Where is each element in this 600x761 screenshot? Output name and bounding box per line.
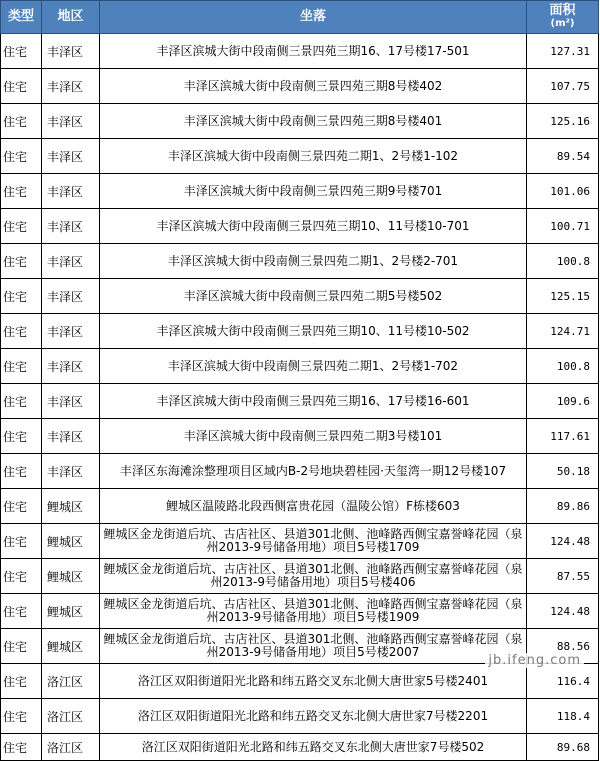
area-cell: 117.61: [527, 419, 599, 454]
district-cell: 鲤城区: [42, 559, 100, 594]
location-cell: 鲤城区温陵路北段西侧富贵花园（温陵公馆）F栋楼603: [100, 489, 527, 524]
area-cell: 124.48: [527, 524, 599, 559]
type-cell: 住宅: [1, 629, 42, 664]
district-cell: 鲤城区: [42, 489, 100, 524]
table-row: [1, 104, 599, 139]
table-row: [1, 314, 599, 349]
location-cell: 丰泽区东海滩涂整理项目区域内B-2号地块碧桂园·天玺湾一期12号楼107: [100, 454, 527, 489]
district-cell: 丰泽区: [42, 384, 100, 419]
area-cell: 124.71: [527, 314, 599, 349]
table-row: [1, 699, 599, 734]
location-cell: 丰泽区滨城大街中段南侧三景四苑三期9号楼701: [100, 174, 527, 209]
table-row: [1, 174, 599, 209]
type-cell: 住宅: [1, 559, 42, 594]
type-cell: 住宅: [1, 664, 42, 699]
district-cell: 丰泽区: [42, 419, 100, 454]
location-cell: 洛江区双阳街道阳光北路和纬五路交叉东北侧大唐世家7号楼502: [100, 734, 527, 761]
district-cell: 鲤城区: [42, 524, 100, 559]
area-cell: 124.48: [527, 594, 599, 629]
district-cell: 丰泽区: [42, 349, 100, 384]
type-cell: 住宅: [1, 139, 42, 174]
location-cell: 丰泽区滨城大街中段南侧三景四苑二期1、2号楼1-102: [100, 139, 527, 174]
table-row: [1, 559, 599, 594]
location-cell: 鲤城区金龙街道后坑、古店社区、县道301北侧、池峰路西侧宝嘉誉峰花园（泉州2013-9号储备用地）项目5号楼1709: [100, 524, 527, 559]
district-cell: 丰泽区: [42, 174, 100, 209]
table-row: [1, 209, 599, 244]
type-cell: 住宅: [1, 454, 42, 489]
location-cell: 丰泽区滨城大街中段南侧三景四苑二期3号楼101: [100, 419, 527, 454]
location-cell: 丰泽区滨城大街中段南侧三景四苑三期10、11号楼10-701: [100, 209, 527, 244]
area-cell: 50.18: [527, 454, 599, 489]
type-cell: 住宅: [1, 34, 42, 69]
location-cell: 丰泽区滨城大街中段南侧三景四苑二期1、2号楼2-701: [100, 244, 527, 279]
district-cell: 洛江区: [42, 664, 100, 699]
type-cell: 住宅: [1, 209, 42, 244]
location-cell: 洛江区双阳街道阳光北路和纬五路交叉东北侧大唐世家7号楼2201: [100, 699, 527, 734]
location-cell: 丰泽区滨城大街中段南侧三景四苑二期5号楼502: [100, 279, 527, 314]
district-cell: 丰泽区: [42, 454, 100, 489]
district-cell: 丰泽区: [42, 139, 100, 174]
table-body: [1, 34, 599, 761]
area-cell: 100.8: [527, 244, 599, 279]
district-cell: 丰泽区: [42, 104, 100, 139]
type-cell: 住宅: [1, 174, 42, 209]
table-row: [1, 594, 599, 629]
area-cell: 100.8: [527, 349, 599, 384]
header-district: 地区: [42, 1, 100, 34]
header-location: 坐落: [100, 1, 527, 34]
table-row: [1, 454, 599, 489]
table-row: [1, 139, 599, 174]
district-cell: 丰泽区: [42, 69, 100, 104]
area-cell: 118.4: [527, 699, 599, 734]
table-row: [1, 664, 599, 699]
type-cell: 住宅: [1, 419, 42, 454]
table-row: [1, 69, 599, 104]
area-cell: 109.6: [527, 384, 599, 419]
table-row: [1, 419, 599, 454]
district-cell: 鲤城区: [42, 594, 100, 629]
location-cell: 丰泽区滨城大街中段南侧三景四苑三期16、17号楼17-501: [100, 34, 527, 69]
table-row: [1, 34, 599, 69]
type-cell: 住宅: [1, 104, 42, 139]
district-cell: 洛江区: [42, 699, 100, 734]
watermark-text: jb.ifeng.com: [485, 653, 584, 668]
area-cell: 125.16: [527, 104, 599, 139]
type-cell: 住宅: [1, 734, 42, 761]
type-cell: 住宅: [1, 314, 42, 349]
area-cell: 89.54: [527, 139, 599, 174]
type-cell: 住宅: [1, 279, 42, 314]
table-row: [1, 524, 599, 559]
table-row: [1, 244, 599, 279]
type-cell: 住宅: [1, 489, 42, 524]
location-cell: 丰泽区滨城大街中段南侧三景四苑二期1、2号楼1-702: [100, 349, 527, 384]
area-cell: 89.86: [527, 489, 599, 524]
location-cell: 鲤城区金龙街道后坑、古店社区、县道301北侧、池峰路西侧宝嘉誉峰花园（泉州2013-9号储备用地）项目5号楼2007: [100, 629, 527, 664]
table-row: [1, 279, 599, 314]
area-cell: 127.31: [527, 34, 599, 69]
type-cell: 住宅: [1, 594, 42, 629]
header-area-unit: (m²): [550, 18, 575, 29]
location-cell: 鲤城区金龙街道后坑、古店社区、县道301北侧、池峰路西侧宝嘉誉峰花园（泉州2013-9号储备用地）项目5号楼1909: [100, 594, 527, 629]
type-cell: 住宅: [1, 384, 42, 419]
area-cell: 89.68: [527, 734, 599, 761]
area-cell: 116.4: [527, 664, 599, 699]
header-area: [527, 1, 599, 34]
district-cell: 鲤城区: [42, 629, 100, 664]
area-cell: 87.55: [527, 559, 599, 594]
location-cell: 洛江区双阳街道阳光北路和纬五路交叉东北侧大唐世家5号楼2401: [100, 664, 527, 699]
table-row: [1, 384, 599, 419]
district-cell: 丰泽区: [42, 314, 100, 349]
type-cell: 住宅: [1, 699, 42, 734]
area-cell: 101.06: [527, 174, 599, 209]
district-cell: 丰泽区: [42, 209, 100, 244]
area-cell: 107.75: [527, 69, 599, 104]
area-cell: 100.71: [527, 209, 599, 244]
location-cell: 丰泽区滨城大街中段南侧三景四苑三期8号楼402: [100, 69, 527, 104]
district-cell: 洛江区: [42, 734, 100, 761]
area-cell: 125.15: [527, 279, 599, 314]
location-cell: 丰泽区滨城大街中段南侧三景四苑三期10、11号楼10-502: [100, 314, 527, 349]
type-cell: 住宅: [1, 524, 42, 559]
district-cell: 丰泽区: [42, 244, 100, 279]
table-row: [1, 349, 599, 384]
header-row: [1, 1, 599, 34]
header-area-label: 面积: [549, 3, 576, 18]
location-cell: 丰泽区滨城大街中段南侧三景四苑三期8号楼401: [100, 104, 527, 139]
district-cell: 丰泽区: [42, 279, 100, 314]
table-row: [1, 489, 599, 524]
type-cell: 住宅: [1, 69, 42, 104]
header-type: 类型: [1, 1, 42, 34]
table-row: [1, 734, 599, 761]
type-cell: 住宅: [1, 244, 42, 279]
location-cell: 鲤城区金龙街道后坑、古店社区、县道301北侧、池峰路西侧宝嘉誉峰花园（泉州2013-9号储备用地）项目5号楼406: [100, 559, 527, 594]
area-cell: 88.56: [527, 629, 599, 664]
location-cell: 丰泽区滨城大街中段南侧三景四苑三期16、17号楼16-601: [100, 384, 527, 419]
type-cell: 住宅: [1, 349, 42, 384]
district-cell: 丰泽区: [42, 34, 100, 69]
